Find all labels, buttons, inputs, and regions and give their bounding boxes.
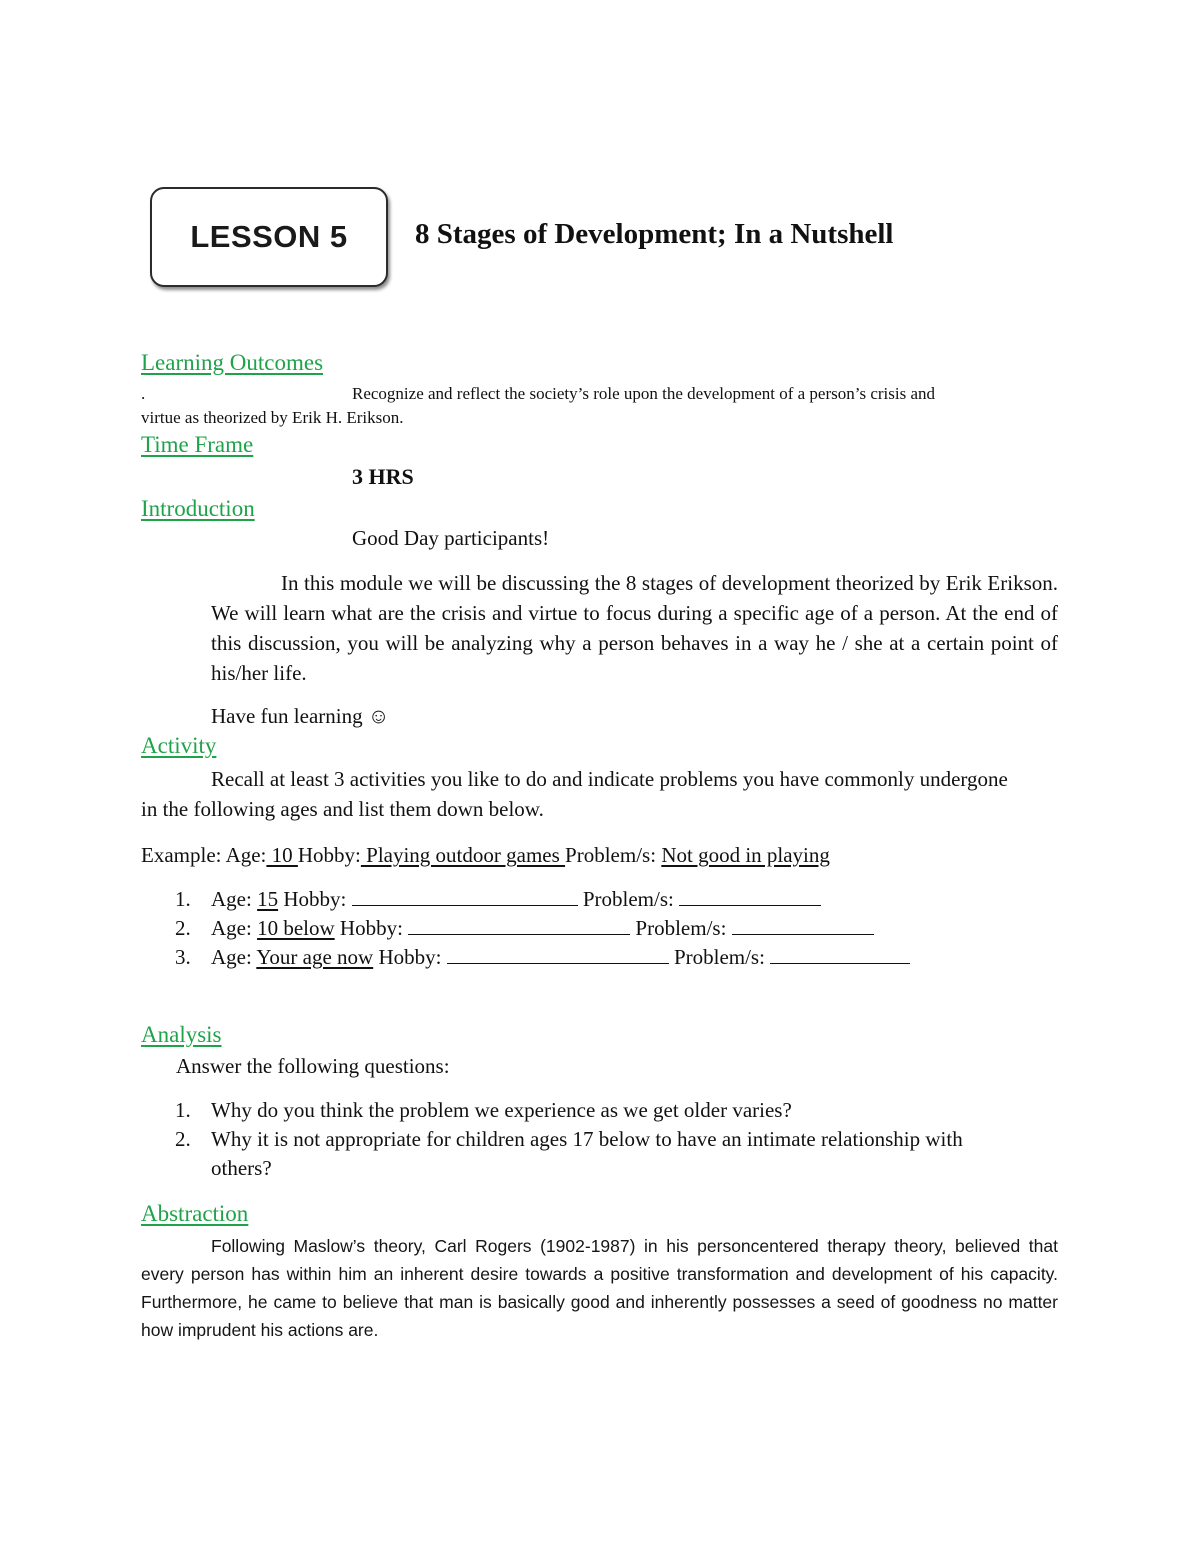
example-prefix: Example: Age: (141, 843, 267, 867)
activity-item-problem-label: Problem/s: (582, 887, 674, 911)
analysis-question-number: 1. (175, 1098, 191, 1122)
activity-item-age: 10 below (257, 916, 335, 940)
example-problem-label: Problem/s: (565, 843, 657, 867)
time-frame-heading: Time Frame (141, 432, 254, 457)
analysis-question-number: 2. (175, 1127, 191, 1151)
analysis-question-text: Why do you think the problem we experience as we get older varies? (211, 1098, 792, 1122)
learning-outcomes-text-line1: Recognize and reflect the society’s role upon the development of a person’s crisis and (352, 384, 936, 403)
introduction-heading: Introduction (141, 496, 255, 521)
activity-item-hobby-label: Hobby: (339, 916, 403, 940)
introduction-paragraph: In this module we will be discussing the 8 stages of development theorized by Erik Erikson. We will learn what are the crisis and virtue to focus during a specific age of a person. At the end of this discussion, you will be analyzing why a person behaves in a way he / she at a certain point of his/her life. (211, 571, 1058, 685)
problem-answer-blank[interactable] (679, 887, 821, 906)
hobby-answer-blank[interactable] (447, 945, 669, 964)
problem-answer-blank[interactable] (732, 916, 874, 935)
activity-item-hobby-label: Hobby: (378, 945, 442, 969)
learning-outcomes-text-line2: virtue as theorized by Erik H. Erikson. (141, 408, 404, 427)
analysis-instruction: Answer the following questions: (176, 1054, 450, 1078)
abstraction-heading: Abstraction (141, 1201, 249, 1226)
example-age: 10 (266, 843, 298, 867)
introduction-closing: Have fun learning ☺ (211, 704, 390, 728)
activity-example (141, 840, 830, 870)
activity-item-age-label: Age: (211, 945, 252, 969)
hobby-answer-blank[interactable] (408, 916, 630, 935)
hobby-answer-blank[interactable] (352, 887, 578, 906)
analysis-question-continuation: others? (211, 1156, 272, 1180)
activity-instruction: Recall at least 3 activities you like to do and indicate problems you have commonly undergone in the following ages and list them down below. (141, 767, 1008, 821)
learning-outcomes-heading: Learning Outcomes (141, 350, 324, 375)
example-hobby-label: Hobby: (297, 843, 361, 867)
lesson-title: 8 Stages of Development; In a Nutshell (415, 218, 894, 250)
example-problem: Not good in playing (661, 843, 830, 867)
introduction-greeting: Good Day participants! (352, 526, 550, 550)
activity-item-problem-label: Problem/s: (673, 945, 765, 969)
activity-item-age: 15 (257, 887, 279, 911)
lesson-badge-label: LESSON 5 (190, 219, 348, 254)
activity-item-number: 1. (175, 887, 191, 911)
activity-item-age: Your age now (256, 945, 374, 969)
example-hobby: Playing outdoor games (360, 843, 566, 867)
lesson-badge (150, 187, 388, 287)
activity-item-number: 3. (175, 945, 191, 969)
learning-outcomes-bullet: . (141, 384, 146, 403)
problem-answer-blank[interactable] (770, 945, 910, 964)
activity-item-age-label: Age: (211, 916, 252, 940)
abstraction-paragraph: Following Maslow’s theory, Carl Rogers (1902-1987) in his personcentered therapy theory, believed that every person has within him an inherent desire towards a positive transformation and development of his capacity. Furthermore, he came to believe that man is basically good and inherently possesses a seed of goodness no matter how imprudent his actions are. (141, 1236, 1058, 1340)
time-frame-value: 3 HRS (352, 464, 414, 489)
analysis-question-text: Why it is not appropriate for children ages 17 below to have an intimate relationship with (211, 1127, 963, 1151)
activity-item-problem-label: Problem/s: (635, 916, 727, 940)
activity-item-age-label: Age: (211, 887, 252, 911)
activity-item-hobby-label: Hobby: (283, 887, 347, 911)
analysis-heading: Analysis (141, 1022, 222, 1047)
activity-item-number: 2. (175, 916, 191, 940)
activity-heading: Activity (141, 733, 217, 758)
